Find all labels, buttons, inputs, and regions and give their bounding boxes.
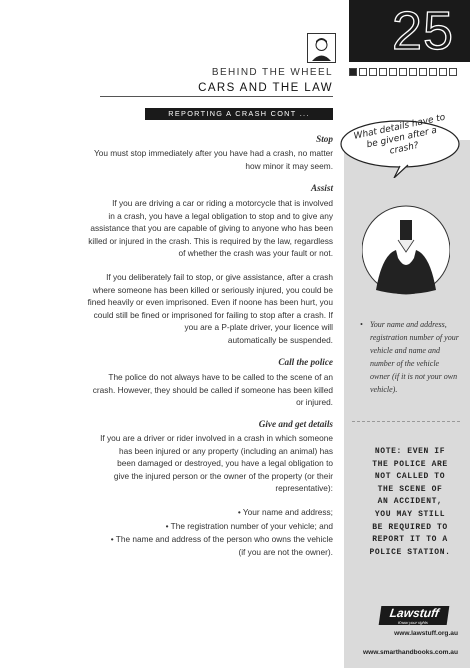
progress-square [349,68,357,76]
text-line: could still be fined or imprisoned for failing to stop after a crash. If [93,309,333,320]
assist-text-2 [40,271,333,347]
bullet-tail: (if you are not the owner). [238,547,333,557]
section-subtitle: BEHIND THE WHEEL [211,67,333,78]
title-divider [100,96,333,97]
section-title: CARS AND THE LAW [198,82,333,94]
note-line: THE SCENE OF [377,484,443,494]
note-line: NOTE: EVEN IF [374,447,446,456]
lawstuff-logo[interactable] [379,606,450,625]
bubble-question: What details have to be given after a crash? [352,112,447,157]
text-line: automatically be suspended. [227,334,333,345]
progress-square [399,68,407,76]
text-line: has been injured or any property (including an animal) has [118,445,333,456]
progress-square [439,68,447,76]
heading-call-police: Call the police [278,357,333,367]
text-line: The police do not always have to be called to the scene of an [108,372,333,382]
heading-stop: Stop [316,134,333,144]
text-line: in a crash, you have a legal obligation to stop and to give any [108,210,333,221]
text-line: fined heavily or even imprisoned. Even if noone has been hurt, you [87,297,333,308]
text-line: You must stop immediately after you have had a crash, no matter [93,148,333,158]
person-icon [308,34,335,62]
note-line: REPORT IT TO A [372,535,448,545]
note-line: BE REQUIRED TO [372,522,448,532]
woman-portrait [362,200,450,300]
avatar [307,33,336,63]
note-line: YOU MAY STILL [374,509,446,519]
police-note [362,446,458,559]
text-line: killed or injured in the crash. This is required by the law, regardless [88,235,333,246]
progress-square [379,68,387,76]
smarthandbooks-url[interactable]: www.smarthandbooks.com.au [362,649,458,656]
answer-list [360,318,460,396]
heading-assist: Assist [311,183,333,193]
text-line: how minor it may seem. [245,160,333,171]
text-line: give the injured person or the owner of the property (or their [113,470,333,481]
text-line: If you are a driver or rider involved in a crash in which someone [100,433,333,443]
progress-square [389,68,397,76]
text-line: If you are driving a car or riding a motorcycle that is involved [112,198,333,208]
progress-square [409,68,417,76]
progress-square [369,68,377,76]
list-item: • Your name and address; [40,506,333,520]
note-line: AN ACCIDENT, [377,497,443,507]
progress-square [449,68,457,76]
police-text [40,371,333,409]
text-line: been damaged or destroyed, you have a legal obligation to [117,458,333,469]
text-line: assistance that you are capable of giving to anyone who has been [90,223,333,234]
heading-give-details: Give and get details [258,419,333,429]
text-line: crash. However, they should be called if someone has been killed [92,384,333,395]
note-line: NOT CALLED TO [374,472,446,482]
logo-tagline: Know your rights [397,620,429,625]
chapter-progress [349,68,457,77]
list-item: • The registration number of your vehicle; and [40,520,333,534]
details-bullet-list [40,506,333,547]
logo-text: Lawstuff [388,606,440,620]
answer-item: • Your name and address, registration number of your vehicle and name and number of the vehicle owner (if it is not your own vehicle). [360,318,460,396]
text-line: If you deliberately fail to stop, or give assistance, after a crash [106,272,333,282]
text-line: you are a P-plate driver, your licence will [184,322,333,333]
assist-text-1 [40,197,333,260]
text-line: where someone has been killed or seriously injured, you could be [92,284,333,295]
progress-square [429,68,437,76]
text-line: or injured. [296,397,333,408]
text-line: representative): [275,483,333,494]
text-line: of whether the crash was your fault or not. [178,248,333,259]
stop-text [40,147,333,172]
progress-square [419,68,427,76]
note-line: THE POLICE ARE [372,459,448,469]
details-text [40,432,333,495]
chapter-number: 25 [392,1,455,61]
lawstuff-url[interactable]: www.lawstuff.org.au [394,630,458,637]
section-banner: REPORTING A CRASH CONT ... [145,108,333,120]
note-line: POLICE STATION. [369,547,451,557]
list-item: • The name and address of the person who owns the vehicle [40,533,333,547]
progress-square [359,68,367,76]
sidebar-divider [352,421,460,422]
